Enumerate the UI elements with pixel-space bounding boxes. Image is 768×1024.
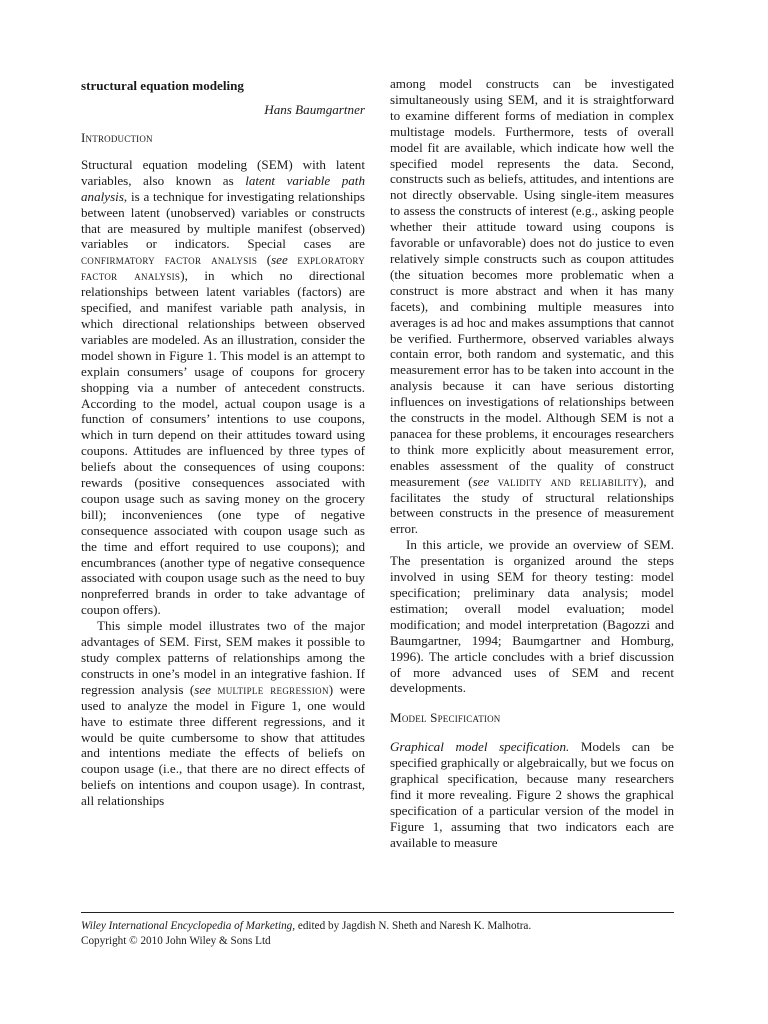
text-run: Structural equation modeling (SEM) with latent variables, also known as [81, 156, 365, 188]
cross-reference: multiple regression [217, 681, 329, 697]
footer-rule [81, 912, 674, 913]
italic-term: latent variable path analysis [81, 172, 365, 204]
see-label: see [271, 252, 288, 268]
intro-paragraph-1 [81, 157, 365, 618]
article-author: Hans Baumgartner [264, 102, 365, 117]
text-run: ), in which no directional relationships between latent variables (factors) are specified, and manifest variable path analysis, in which directional relationships between observed variables are modeled. As an illustration, consider the model shown in Figure 1. This model is an attempt to explain consumers’ usage of coupons for grocery shopping via a number of antecedent constructs. According to the model, actual coupon usage is a function of consumers’ intentions to use coupons, which in turn depend on their attitudes toward using coupons. Attitudes are influenced by three types of beliefs about the consequences of using coupons: rewards (positive consequences associated with coupon usage such as saving money on the grocery bill); inconveniences (one type of negative consequence associated with coupon usage such as the time and effort required to use coupons); and encumbrances (another type of negative consequence associated with coupon usage such as the need to buy nonpreferred brands in order to take advantage of coupon offers). [81, 268, 365, 618]
right-column [390, 76, 674, 851]
cross-reference: confirmatory factor analysis [81, 252, 258, 268]
overview-paragraph: In this article, we provide an overview of SEM. The presentation is organized around the steps involved in using SEM for theory testing: model specification; preliminary data analysis; model estimation; overall model evaluation; model modification; and model interpretation (Bagozzi and Baumgartner, 1994; Baumgartner and Homburg, 1996). The article concludes with a brief discussion of more advanced uses of SEM and recent developments. [390, 537, 674, 696]
article-title: structural equation modeling [81, 78, 244, 93]
see-label: see [194, 681, 211, 697]
footer-copyright: Copyright © 2010 John Wiley & Sons Ltd [81, 934, 271, 947]
text-run: ( [257, 252, 272, 268]
text-run [288, 252, 298, 267]
text-run: Models can be specified graphically or algebraically, but we focus on graphical specification, because many researchers find it more revealing. Figure 2 shows the graphical specification of a particular version of the model in Figure 1, assuming that two indicators each are available to measure [390, 739, 674, 850]
source-title: Wiley International Encyclopedia of Marketing, [81, 920, 296, 932]
text-run: among model constructs can be investigated simultaneously using SEM, and it is straightforward to examine different forms of mediation in complex multistage models. Furthermore, tests of overall model fit are available, which indicate how well the specified model represents the data. Second, constructs such as beliefs, attitudes, and intentions are not directly observable. Using single-item measures to assess the constructs of interest (e.g., asking people whether their attitude toward using coupons is favorable or unfavorable) does not do justice to even relatively simple constructs such as coupon attitudes (the situation becomes more problematic when a construct is more abstract and when it has many facets), and combining multiple measures into averages is ad hoc and makes assumptions that cannot be verified. Furthermore, observed variables always contain error, both random and systematic, and this measurement error has to be taken into account in the analysis because it can have serious distorting influences on investigations of relationships between the constructs in the model. Although SEM is not a panacea for these problems, it encourages researchers to think more explicitly about measurement error, enables assessment of the quality of construct measurement ( [390, 76, 674, 489]
text-run: ) were used to analyze the model in Figure 1, one would have to estimate three different regressions, and it would be quite cumbersome to show that attitudes and intentions mediate the effects of beliefs on coupon usage (i.e., that there are no direct effects of beliefs on intentions and coupon usage). In contrast, all relationships [81, 681, 366, 809]
cross-reference: validity and reliability [497, 473, 640, 489]
text-run: ), and facilitates the study of structural relationships between constructs in the presence of measurement error. [390, 473, 674, 537]
introduction-heading: Introduction [81, 130, 153, 145]
footer-source [81, 919, 681, 934]
text-run [489, 474, 497, 489]
see-label: see [472, 473, 490, 489]
text-run: , is a technique for investigating relationships between latent (unobserved) variables or constructs that are measured by multiple manifest (observed) variables or indicators. Special cases are [81, 188, 365, 252]
cross-reference: exploratory factor analysis [81, 252, 365, 284]
run-in-heading: Graphical model specification. [390, 739, 570, 755]
source-editors: edited by Jagdish N. Sheth and Naresh K. Malhotra. [295, 920, 532, 932]
graphical-specification-paragraph [390, 739, 674, 850]
intro-paragraph-continued [390, 76, 674, 537]
left-column [81, 76, 365, 809]
footer [81, 919, 681, 948]
intro-paragraph-2 [81, 618, 365, 809]
model-specification-heading: Model Specification [390, 710, 501, 726]
text-run: This simple model illustrates two of the major advantages of SEM. First, SEM makes it possible to study complex patterns of relationships among the constructs in one’s model in an integrative fashion. If regression analysis ( [81, 618, 365, 697]
